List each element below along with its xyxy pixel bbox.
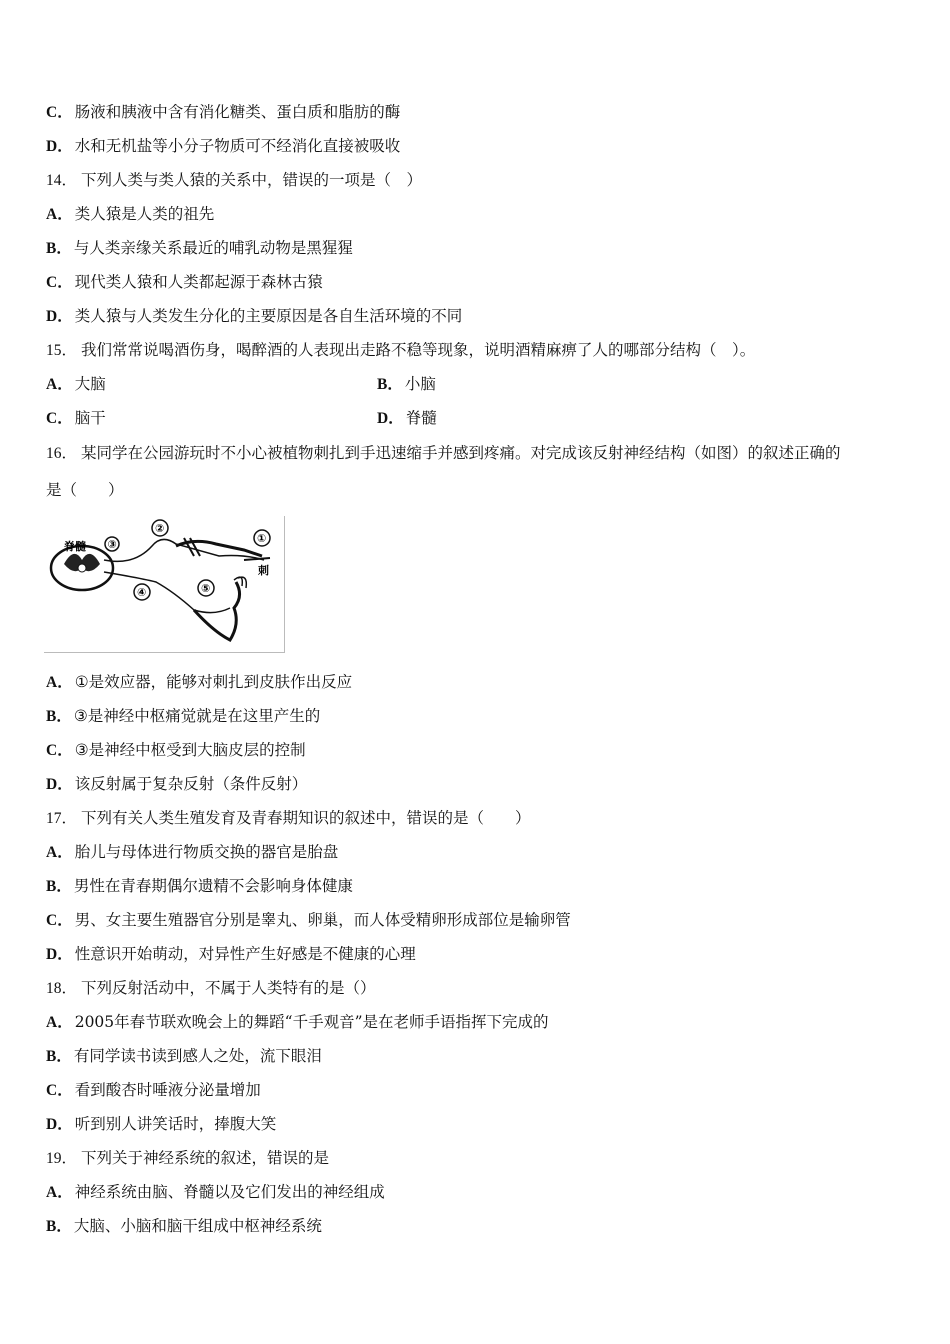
- option-col2: B． 小脑: [377, 375, 436, 393]
- option-line: D． 该反射属于复杂反射（条件反射）: [46, 775, 308, 793]
- marker-2: ②: [155, 522, 165, 535]
- question-17: 17． 下列有关人类生殖发育及青春期知识的叙述中，错误的是（ ）: [46, 809, 531, 827]
- marker-3: ③: [107, 538, 117, 551]
- option-line: C． 男、女主要生殖器官分别是睾丸、卵巢，而人体受精卵形成部位是输卵管: [46, 911, 571, 929]
- question-19: 19． 下列关于神经系统的叙述，错误的是: [46, 1149, 330, 1167]
- motor-nerve: [104, 572, 230, 613]
- option-line: A． 2005年春节联欢晚会上的舞蹈“千手观音”是在老师手语指挥下完成的: [46, 1013, 549, 1031]
- option-line: B． 有同学读书读到感人之处，流下眼泪: [46, 1047, 322, 1065]
- marker-5: ⑤: [201, 582, 211, 595]
- option-row: C． 脑干 D． 脊髓: [46, 409, 437, 427]
- option-row: A． 大脑 B． 小脑: [46, 375, 436, 393]
- question-16: 16． 某同学在公园游玩时不小心被植物刺扎到手迅速缩手并感到疼痛。对完成该反射神经结构（如图）的叙述正确的: [46, 444, 841, 462]
- question-18: 18． 下列反射活动中，不属于人类特有的是（）: [46, 979, 376, 997]
- option-line: A． 神经系统由脑、脊髓以及它们发出的神经组成: [46, 1183, 385, 1201]
- question-15: 15． 我们常常说喝酒伤身，喝醉酒的人表现出走路不稳等现象，说明酒精麻痹了人的哪部分结构（ ）。: [46, 341, 756, 359]
- option-line: A． ①是效应器，能够对刺扎到皮肤作出反应: [46, 673, 353, 691]
- option-line: B． ③是神经中枢痛觉就是在这里产生的: [46, 707, 321, 725]
- option-line: D． 水和无机盐等小分子物质可不经消化直接被吸收: [46, 137, 401, 155]
- option-line: A． 类人猿是人类的祖先: [46, 205, 215, 223]
- option-line: D． 听到别人讲笑话时，捧腹大笑: [46, 1115, 277, 1133]
- option-line: D． 性意识开始萌动，对异性产生好感是不健康的心理: [46, 945, 416, 963]
- central-canal: [78, 564, 86, 572]
- marker-4: ④: [137, 586, 147, 599]
- option-line: A． 胎儿与母体进行物质交换的器官是胎盘: [46, 843, 339, 861]
- option-line: B． 男性在青春期偶尔遗精不会影响身体健康: [46, 877, 353, 895]
- option-line: C． 肠液和胰液中含有消化糖类、蛋白质和脂肪的酶: [46, 103, 401, 121]
- option-line: C． ③是神经中枢受到大脑皮层的控制: [46, 741, 306, 759]
- marker-1: ①: [257, 532, 267, 545]
- stimulus-label: 刺: [258, 564, 269, 577]
- reflex-arc-figure: [44, 516, 285, 653]
- option-line: C． 看到酸杏时唾液分泌量增加: [46, 1081, 261, 1099]
- option-line: C． 现代类人猿和人类都起源于森林古猿: [46, 273, 323, 291]
- question-16-cont: 是（ ）: [46, 481, 124, 499]
- option-line: B． 大脑、小脑和脑干组成中枢神经系统: [46, 1217, 322, 1235]
- question-14: 14． 下列人类与类人猿的关系中，错误的一项是（ ）: [46, 171, 423, 189]
- spine-label: 脊髓: [64, 540, 86, 553]
- thorn-line: [244, 558, 270, 560]
- reflex-arc-diagram: [44, 516, 284, 652]
- option-line: D． 类人猿与人类发生分化的主要原因是各自生活环境的不同: [46, 307, 463, 325]
- option-line: B． 与人类亲缘关系最近的哺乳动物是黑猩猩: [46, 239, 353, 257]
- option-col2: D． 脊髓: [377, 409, 437, 427]
